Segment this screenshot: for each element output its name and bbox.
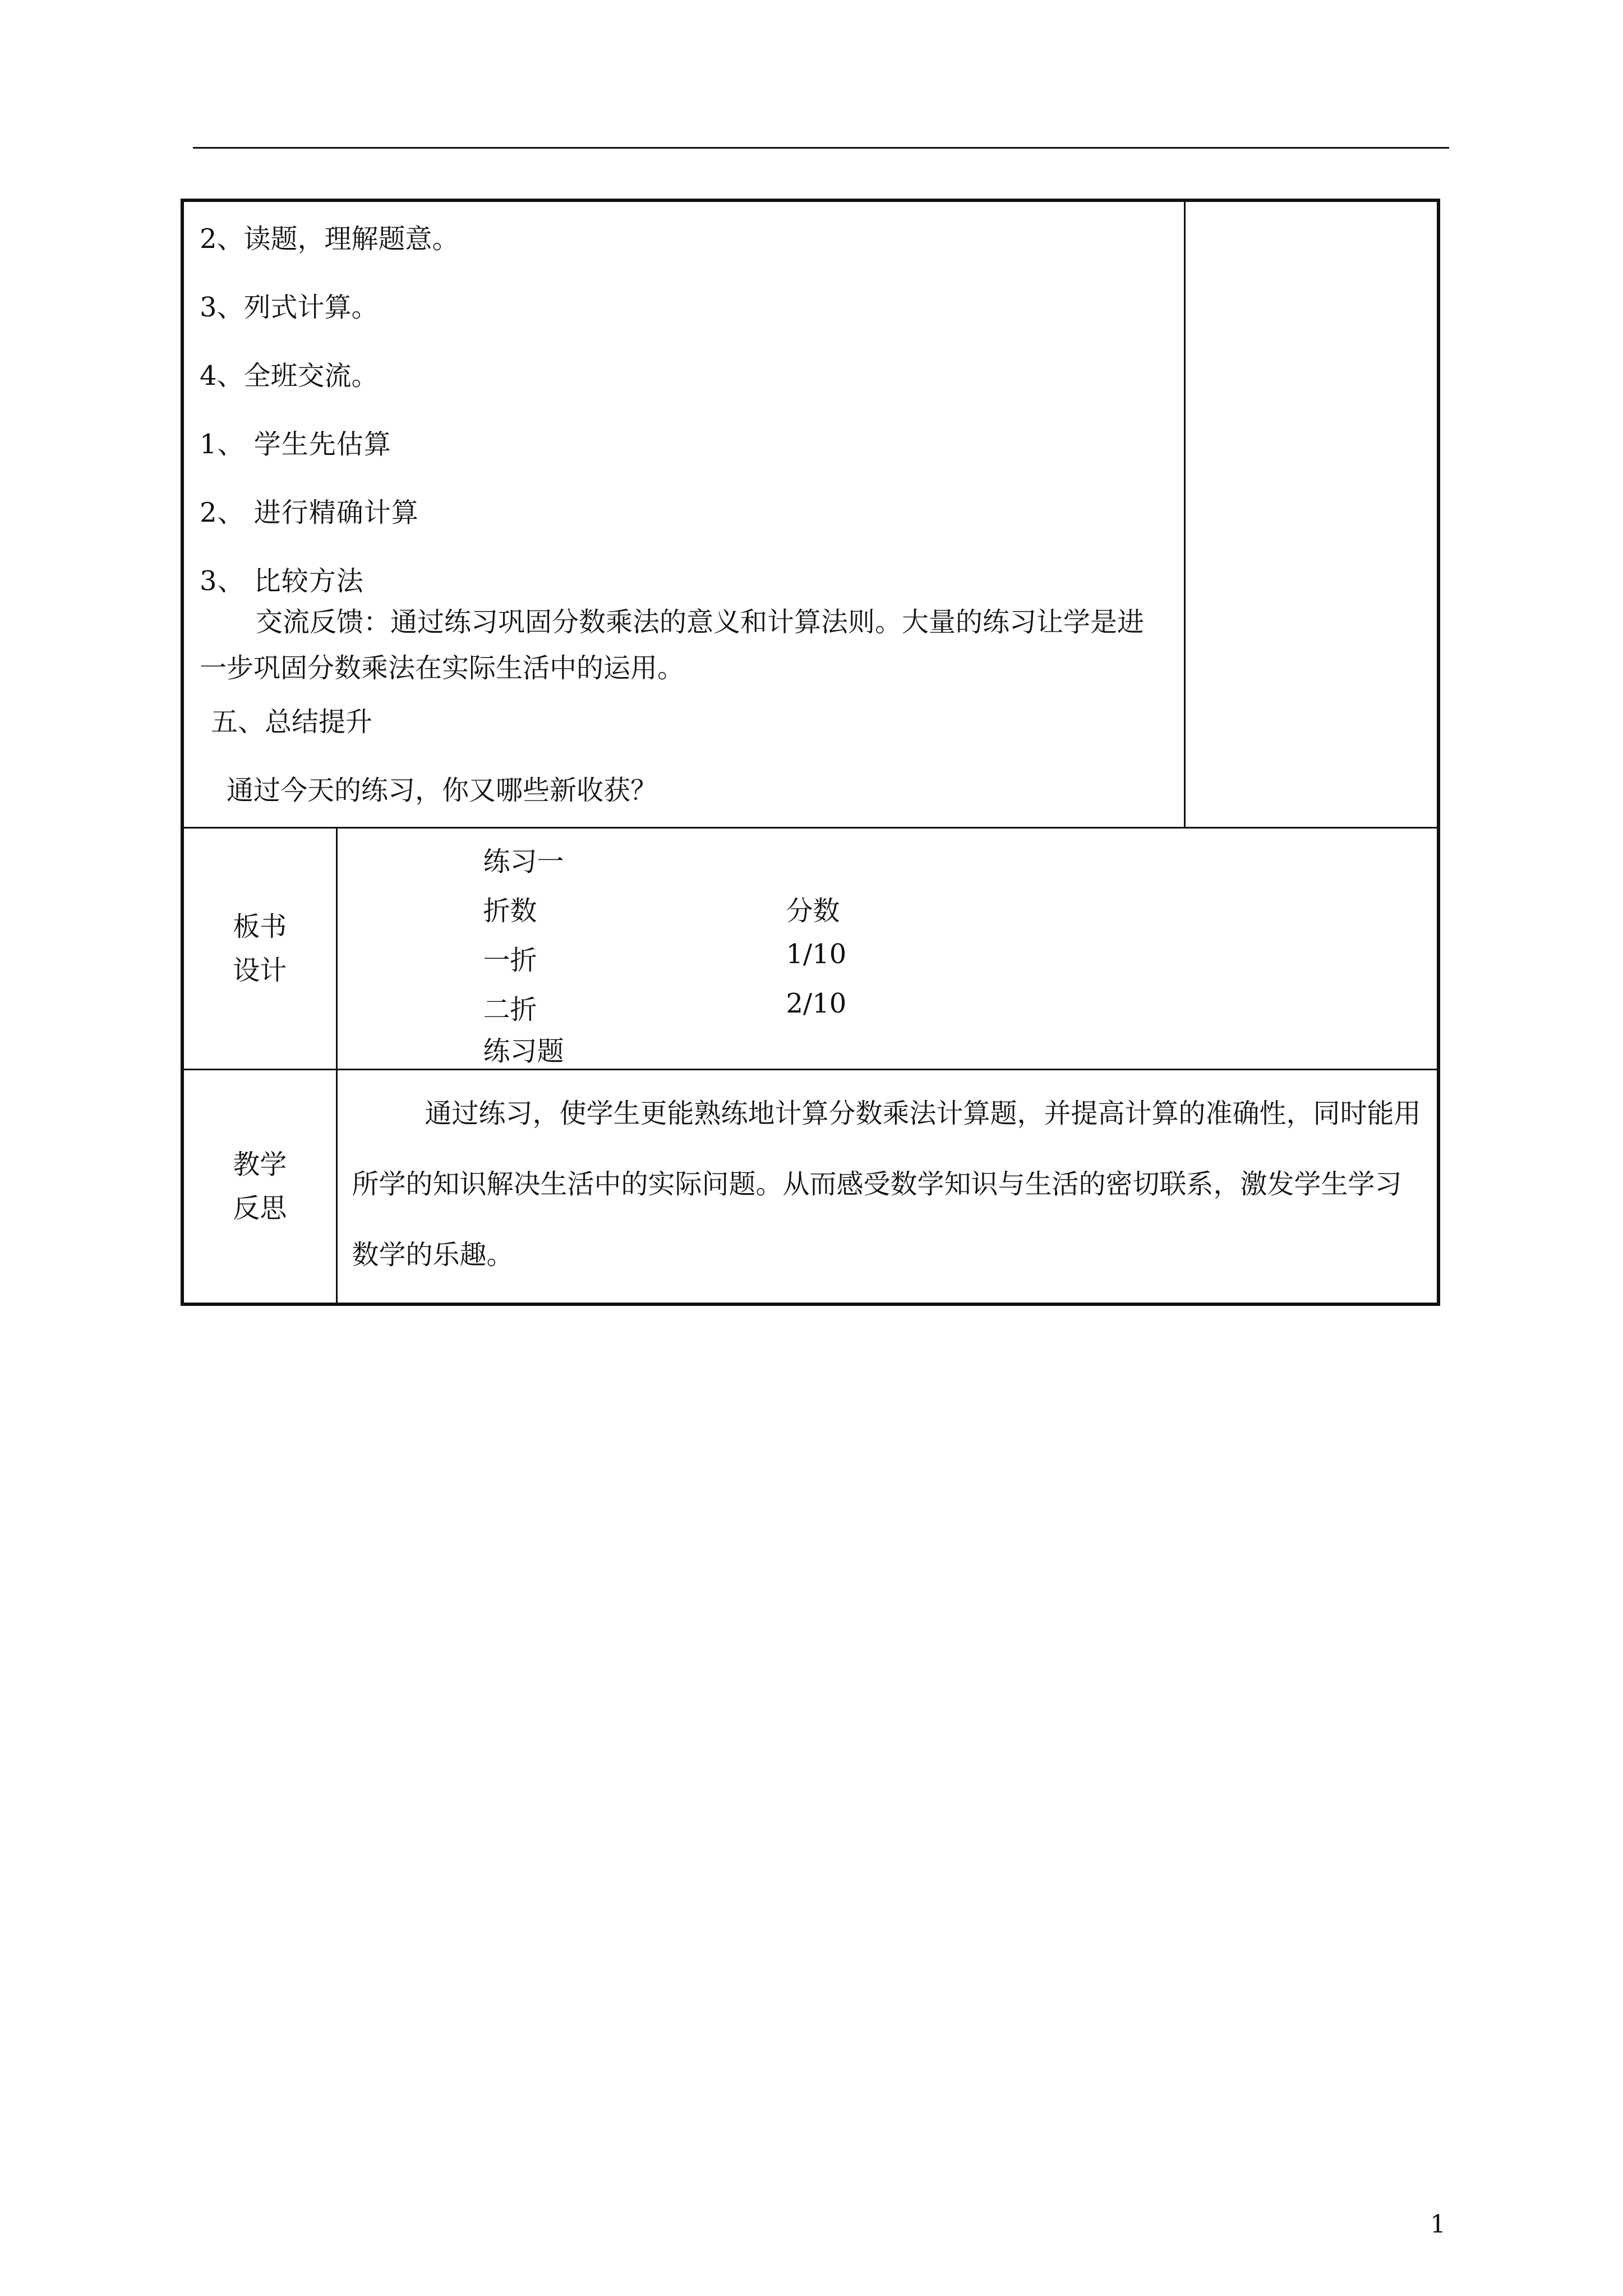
reflection-content — [336, 1070, 1438, 1305]
board-design-label — [182, 828, 336, 1070]
reflection-label — [182, 1070, 336, 1305]
step-item: 1、 学生先估算 — [200, 429, 391, 460]
header-rule — [193, 147, 1449, 149]
step-item: 3、 比较方法 — [200, 565, 364, 597]
board-label-line2: 设计 — [233, 955, 287, 986]
summary-heading: 五、总结提升 — [211, 706, 373, 738]
board-design-content — [336, 828, 1438, 1070]
board-row2-col2: 2/10 — [786, 988, 847, 1019]
board-col1-header: 折数 — [483, 895, 537, 927]
board-design-row — [182, 828, 1438, 1070]
reflection-text: 通过练习，使学生更能熟练地计算分数乘法计算题，并提高计算的准确性，同时能用所学的知识解决生活中的实际问题。从而感受数学知识与生活的密切联系，激发学生学习数学的乐趣。 — [352, 1098, 1421, 1271]
lesson-plan-table — [181, 199, 1440, 1306]
summary-question: 通过今天的练习，你又哪些新收获？ — [227, 775, 658, 806]
step-item: 2、读题，理解题意。 — [200, 223, 459, 255]
reflection-label-line1: 教学 — [233, 1149, 287, 1180]
activity-notes-cell — [1184, 200, 1438, 828]
step-item: 3、列式计算。 — [200, 292, 379, 323]
activity-row — [182, 200, 1438, 828]
feedback-paragraph: 交流反馈：通过练习巩固分数乘法的意义和计算法则。大量的练习让学是进一步巩固分数乘法在实际生活中的运用。 — [200, 606, 1145, 684]
board-label-line1: 板书 — [233, 911, 287, 942]
page-number: 1 — [1430, 2210, 1446, 2239]
board-row2-col1: 二折 — [483, 994, 537, 1025]
board-row1-col2: 1/10 — [786, 938, 847, 970]
board-title: 练习一 — [483, 846, 564, 877]
activity-cell — [182, 200, 1184, 828]
reflection-row — [182, 1070, 1438, 1305]
board-footer: 练习题 — [483, 1036, 564, 1067]
step-item: 2、 进行精确计算 — [200, 497, 419, 528]
reflection-label-line2: 反思 — [233, 1193, 287, 1224]
board-col2-header: 分数 — [786, 895, 840, 927]
step-item: 4、全班交流。 — [200, 360, 379, 392]
board-row1-col1: 一折 — [483, 945, 537, 976]
